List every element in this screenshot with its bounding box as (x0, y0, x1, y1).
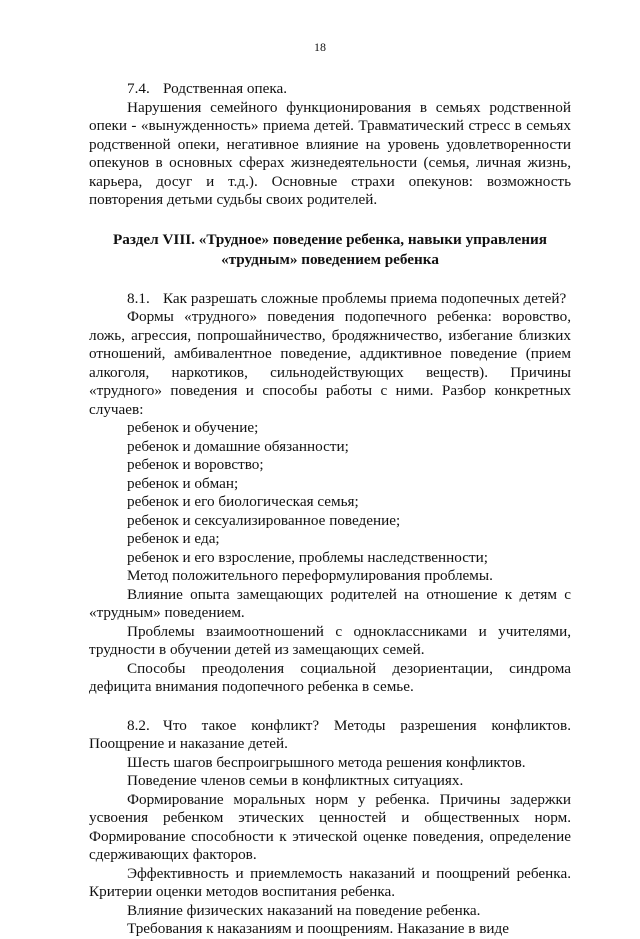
paragraph-methods: Способы преодоления социальной дезориентации, синдрома дефицита внимания подопечного ребенка в семье. (89, 659, 571, 695)
section-number: 8.1. (127, 289, 150, 307)
section-heading-line-2: «трудным» поведением ребенка (221, 250, 439, 268)
paragraph-requirements: Требования к наказаниям и поощрениям. Наказание в виде (127, 920, 510, 937)
section-7-4-title (89, 80, 571, 99)
list-item: Метод положительного переформулирования проблемы. (127, 567, 493, 584)
section-gap (89, 697, 571, 717)
section-title-text: Что такое конфликт? Методы разрешения конфликтов. Поощрение и наказание детей. (89, 716, 571, 752)
list-item: ребенок и еда; (127, 530, 220, 547)
paragraph-family: Поведение членов семьи в конфликтных ситуациях. (127, 772, 464, 789)
paragraph-six-steps: Шесть шагов беспроигрышного метода решения конфликтов. (127, 753, 526, 771)
list-item: ребенок и обучение; (127, 419, 259, 436)
paragraph-problems: Проблемы взаимоотношений с одноклассниками и учителями, трудности в обучении детей из замещающих семей. (89, 622, 571, 658)
list-item: ребенок и воровство; (127, 456, 264, 473)
list-item: ребенок и сексуализированное поведение; (127, 511, 401, 529)
paragraph-effect: Эффективность и приемлемость наказаний и поощрений ребенка. Критерии оценки методов воспитания ребенка. (89, 864, 571, 900)
page-number: 18 (314, 40, 326, 54)
section-heading-line-1: Раздел VIII. «Трудное» поведение ребенка, навыки управления (113, 230, 547, 248)
section-number: 8.2. (127, 716, 150, 734)
list-item: ребенок и его взросление, проблемы наследственности; (127, 548, 488, 566)
document-body (89, 80, 571, 939)
list-item: ребенок и домашние обязанности; (127, 437, 349, 455)
section-title-text: Родственная опека. (163, 80, 288, 97)
paragraph-moral: Формирование моральных норм у ребенка. Причины задержки усвоения ребенком этических ценностей и общественных норм. Формирование способности к этической оценке поведения, определение сдерживающих факторов. (89, 790, 571, 863)
section-7-4-paragraph: Нарушения семейного функционирования в семьях родственной опеки - «вынужденность» приема детей. Травматический стресс в семьях родственной опеки, негативное влияние на уровень удовлетворенности опекунов в основных сферах жизнедеятельности (семья, личная жизнь, карьера, досуг и т.д.). Основные страхи опекунов: возможность повторения детьми судьбы своих родителей. (89, 98, 571, 208)
list-item: ребенок и его биологическая семья; (127, 493, 359, 510)
paragraph-physical: Влияние физических наказаний на поведение ребенка. (127, 901, 481, 919)
section-heading (89, 230, 571, 270)
section-8-1-title (89, 290, 571, 309)
section-title-text: Как разрешать сложные проблемы приема подопечных детей? (163, 289, 567, 307)
section-8-2-title (89, 717, 571, 754)
section-number: 7.4. (127, 80, 150, 97)
section-8-1-intro: Формы «трудного» поведения подопечного ребенка: воровство, ложь, агрессия, попрошайничество, бродяжничество, избегание близких отношений, амбивалентное поведение, аддиктивное поведение (прием алкоголя, наркотиков, сильнодействующих веществ). Причины «трудного» поведения и способы работы с ними. Разбор конкретных случаев: (89, 308, 571, 418)
paragraph-influence: Влияние опыта замещающих родителей на отношение к детям с «трудным» поведением. (89, 585, 571, 621)
list-item: ребенок и обман; (127, 474, 239, 492)
